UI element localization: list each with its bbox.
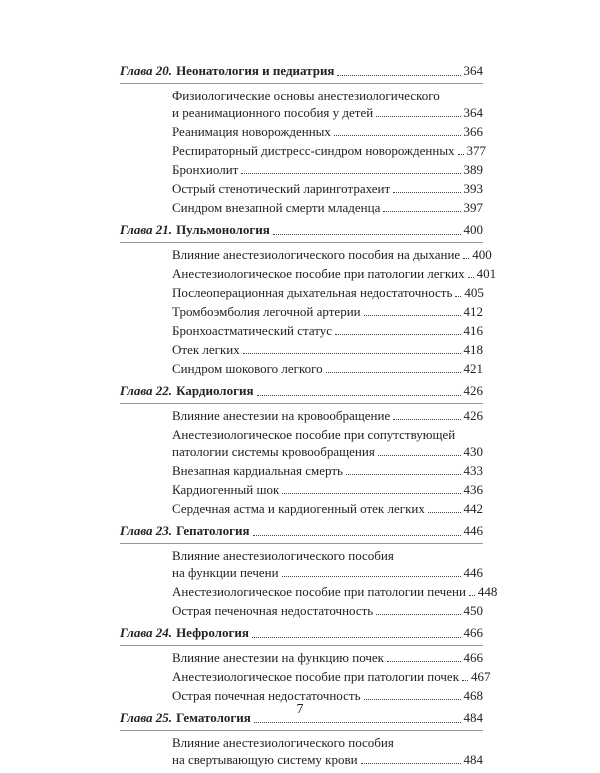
dot-leader <box>252 637 461 638</box>
entry-title: Синдром внезапной смерти младенца <box>172 200 381 215</box>
toc-entry[interactable] <box>120 500 483 517</box>
dot-leader <box>273 234 461 235</box>
dot-leader <box>326 372 461 373</box>
chapter-label: Глава 24. <box>120 625 173 640</box>
entry-title-line: Влияние анестезиологического пособия <box>172 548 394 563</box>
toc-entry[interactable] <box>120 87 483 121</box>
chapter-page: 400 <box>463 222 483 237</box>
dot-leader <box>335 334 460 335</box>
chapter-divider <box>120 242 483 243</box>
chapter-page: 446 <box>463 523 483 538</box>
dot-leader <box>257 395 461 396</box>
chapter-title: Гематология <box>176 710 251 725</box>
chapter-title: Гепатология <box>176 523 250 538</box>
entry-title: Влияние анестезии на функцию почек <box>172 650 384 665</box>
dot-leader <box>463 258 469 259</box>
dot-leader <box>334 135 461 136</box>
toc-entry[interactable] <box>120 180 483 197</box>
entry-title: Анестезиологическое пособие при патологии почек <box>172 669 460 684</box>
toc-entry[interactable] <box>120 341 483 358</box>
entry-title: Кардиогенный шок <box>172 482 280 497</box>
toc-entry[interactable] <box>120 360 483 377</box>
entry-page: 393 <box>463 181 483 196</box>
dot-leader <box>462 680 468 681</box>
entry-title: Анестезиологическое пособие при патологии печени <box>172 584 466 599</box>
chapter-label: Глава 21. <box>120 222 173 237</box>
dot-leader <box>364 315 461 316</box>
entry-title-line: Анестезиологическое пособие при сопутствующей <box>172 427 456 442</box>
chapter-divider <box>120 403 483 404</box>
chapter-heading[interactable] <box>120 221 483 239</box>
dot-leader <box>458 154 464 155</box>
entry-page: 450 <box>463 603 483 618</box>
entry-title: патологии системы кровообращения <box>172 444 375 459</box>
chapter-page: 484 <box>463 710 483 725</box>
chapter-label: Глава 22. <box>120 383 173 398</box>
entry-title: Тромбоэмболия легочной артерии <box>172 304 361 319</box>
entry-page: 377 <box>466 143 487 158</box>
toc-entry[interactable] <box>120 199 483 216</box>
entry-title: на свертывающую систему крови <box>172 752 358 767</box>
chapter-heading[interactable] <box>120 62 483 80</box>
toc-chapter <box>120 62 487 216</box>
entry-title: Послеоперационная дыхательная недостаточность <box>172 285 453 300</box>
entry-title: Респираторный дистресс-синдром новорожденных <box>172 143 455 158</box>
dot-leader <box>376 614 460 615</box>
entry-title: Сердечная астма и кардиогенный отек легких <box>172 501 425 516</box>
toc-entry[interactable] <box>120 303 483 320</box>
entry-title: Анестезиологическое пособие при патологии легких <box>172 266 465 281</box>
entry-title-line: Физиологические основы анестезиологического <box>172 88 440 103</box>
entry-title: Бронхиолит <box>172 162 239 177</box>
entry-page: 484 <box>463 752 483 767</box>
toc-entry[interactable] <box>120 246 492 263</box>
toc-entry[interactable] <box>120 322 483 339</box>
chapter-heading[interactable] <box>120 624 483 642</box>
entry-title: и реанимационного пособия у детей <box>172 105 374 120</box>
toc-entry[interactable] <box>120 668 491 685</box>
entry-title: на функции печени <box>172 565 279 580</box>
entry-page: 421 <box>463 361 483 376</box>
toc-entry[interactable] <box>120 462 483 479</box>
toc-entry[interactable] <box>120 734 483 768</box>
entry-page: 468 <box>463 688 483 703</box>
entry-page: 389 <box>463 162 483 177</box>
entry-page: 466 <box>463 650 483 665</box>
toc-entry[interactable] <box>120 547 483 581</box>
dot-leader <box>376 116 460 117</box>
entry-page: 433 <box>463 463 483 478</box>
chapter-label: Глава 25. <box>120 710 173 725</box>
entry-page: 400 <box>472 247 492 262</box>
toc-entry[interactable] <box>120 481 483 498</box>
toc-chapter <box>120 382 483 517</box>
entry-page: 426 <box>463 408 483 423</box>
entry-title: Реанимация новорожденных <box>172 124 331 139</box>
chapter-label: Глава 23. <box>120 523 173 538</box>
dot-leader <box>364 699 461 700</box>
chapter-title: Неонатология и педиатрия <box>176 63 335 78</box>
toc-entry[interactable] <box>120 407 483 424</box>
table-of-contents <box>120 62 498 773</box>
entry-page: 364 <box>463 105 483 120</box>
dot-leader <box>387 661 461 662</box>
dot-leader <box>243 353 461 354</box>
entry-page: 401 <box>476 266 497 281</box>
chapter-label: Глава 20. <box>120 63 173 78</box>
entry-title: Влияние анестезиологического пособия на дыхание <box>172 247 461 262</box>
dot-leader <box>378 455 461 456</box>
dot-leader <box>337 75 460 76</box>
dot-leader <box>428 512 461 513</box>
dot-leader <box>383 211 460 212</box>
dot-leader <box>253 535 461 536</box>
page-number: 7 <box>296 702 304 717</box>
dot-leader <box>241 173 460 174</box>
entry-page: 405 <box>464 285 484 300</box>
toc-entry[interactable] <box>120 142 487 159</box>
entry-title: Внезапная кардиальная смерть <box>172 463 343 478</box>
dot-leader <box>393 419 460 420</box>
entry-title: Синдром шокового легкого <box>172 361 323 376</box>
toc-entry[interactable] <box>120 649 483 666</box>
chapter-title: Пульмонология <box>176 222 270 237</box>
entry-page: 467 <box>471 669 491 684</box>
entry-page: 412 <box>463 304 483 319</box>
entry-title: Острая почечная недостаточность <box>172 688 361 703</box>
entry-page: 448 <box>477 584 498 599</box>
toc-entry[interactable] <box>120 426 483 460</box>
dot-leader <box>346 474 461 475</box>
entry-page: 366 <box>463 124 483 139</box>
dot-leader <box>455 296 461 297</box>
entry-page: 397 <box>463 200 483 215</box>
chapter-page: 426 <box>463 383 483 398</box>
dot-leader <box>393 192 460 193</box>
entry-page: 436 <box>463 482 483 497</box>
entry-title: Бронхоастматический статус <box>172 323 333 338</box>
chapter-divider <box>120 730 483 731</box>
entry-title: Острая печеночная недостаточность <box>172 603 374 618</box>
entry-title: Отек легких <box>172 342 240 357</box>
entry-page: 416 <box>463 323 483 338</box>
chapter-title: Кардиология <box>176 383 254 398</box>
dot-leader <box>469 595 475 596</box>
entry-page: 430 <box>463 444 483 459</box>
toc-entry[interactable] <box>120 265 497 282</box>
chapter-heading[interactable] <box>120 382 483 400</box>
toc-entry[interactable] <box>120 583 498 600</box>
toc-chapter <box>120 221 497 377</box>
entry-title-line: Влияние анестезиологического пособия <box>172 735 394 750</box>
dot-leader <box>254 722 461 723</box>
chapter-heading[interactable] <box>120 522 483 540</box>
chapter-title: Нефрология <box>176 625 249 640</box>
entry-page: 446 <box>463 565 483 580</box>
toc-entry[interactable] <box>120 602 483 619</box>
entry-title: Острый стенотический ларинготрахеит <box>172 181 391 196</box>
chapter-divider <box>120 83 483 84</box>
toc-entry[interactable] <box>120 123 483 140</box>
entry-page: 418 <box>463 342 483 357</box>
chapter-page: 364 <box>463 63 483 78</box>
chapter-page: 466 <box>463 625 483 640</box>
toc-chapter <box>120 624 491 704</box>
dot-leader <box>282 576 461 577</box>
toc-entry[interactable] <box>120 284 483 301</box>
entry-title: Влияние анестезии на кровообращение <box>172 408 391 423</box>
toc-chapter <box>120 522 498 619</box>
dot-leader <box>361 763 461 764</box>
chapter-divider <box>120 645 483 646</box>
dot-leader <box>468 277 474 278</box>
dot-leader <box>282 493 460 494</box>
chapter-divider <box>120 543 483 544</box>
toc-entry[interactable] <box>120 161 483 178</box>
entry-page: 442 <box>463 501 483 516</box>
